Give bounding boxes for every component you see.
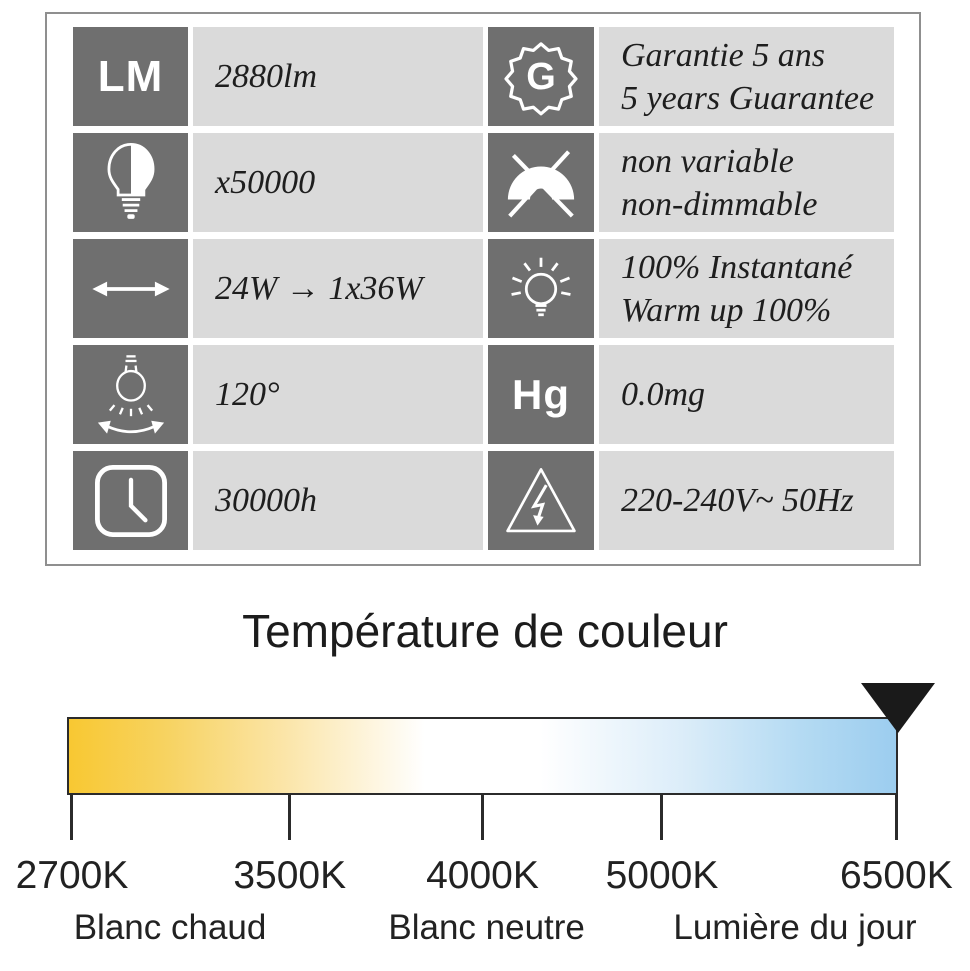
switch-cycles-value: x50000 (193, 133, 483, 232)
dimmer-glyph (495, 137, 587, 229)
scale-tick (288, 795, 291, 840)
temperature-gradient-bar (67, 717, 898, 795)
scale-tick (70, 795, 73, 840)
guarantee-value: Garantie 5 ans 5 years Guarantee (599, 27, 894, 126)
dimmable-value: non variable non-dimmable (599, 133, 894, 232)
tick-label: 5000K (605, 854, 719, 897)
lifetime-clock-icon (73, 451, 188, 550)
scale-tick (895, 795, 898, 840)
beam-angle-icon (73, 345, 188, 444)
scale-marker-triangle (861, 683, 935, 733)
spec-table-frame (45, 12, 921, 566)
lumens-icon (73, 27, 188, 126)
double-arrow-glyph (85, 243, 177, 335)
tick-label: 6500K (839, 854, 953, 897)
category-label: Blanc chaud (73, 908, 267, 947)
warm-up-value: 100% Instantané Warm up 100% (599, 239, 894, 338)
tick-label: 2700K (15, 854, 129, 897)
warning-triangle-glyph (497, 457, 585, 545)
tick-label: 3500K (233, 854, 347, 897)
voltage-value: 220-240V~ 50Hz (599, 451, 894, 550)
wattage-equivalence-value: 24W → 1x36W (193, 239, 483, 338)
bulb-lifecycle-icon (73, 133, 188, 232)
half-bulb-glyph (85, 137, 177, 229)
voltage-warning-icon (488, 451, 594, 550)
mercury-icon-label: Hg (512, 370, 570, 418)
equivalence-arrow-icon (73, 239, 188, 338)
dimmer-crossed-icon (488, 133, 594, 232)
beam-angle-value: 120° (193, 345, 483, 444)
mercury-icon (488, 345, 594, 444)
clock-glyph (83, 453, 179, 549)
glowing-bulb-glyph (495, 243, 587, 335)
spec-table (73, 27, 895, 550)
guarantee-seal-icon (488, 27, 594, 126)
scale-tick (481, 795, 484, 840)
instant-light-icon (488, 239, 594, 338)
lifetime-value: 30000h (193, 451, 483, 550)
category-label: Blanc neutre (388, 908, 585, 947)
category-label: Lumière du jour (673, 908, 917, 947)
mercury-value: 0.0mg (599, 345, 894, 444)
lumens-icon-label: LM (97, 51, 164, 101)
beam-angle-glyph (85, 349, 177, 441)
scale-title: Température de couleur (242, 605, 728, 657)
scale-tick (660, 795, 663, 840)
lumens-value: 2880lm (193, 27, 483, 126)
tick-label: 4000K (426, 854, 539, 897)
guarantee-letter: G (526, 56, 556, 98)
